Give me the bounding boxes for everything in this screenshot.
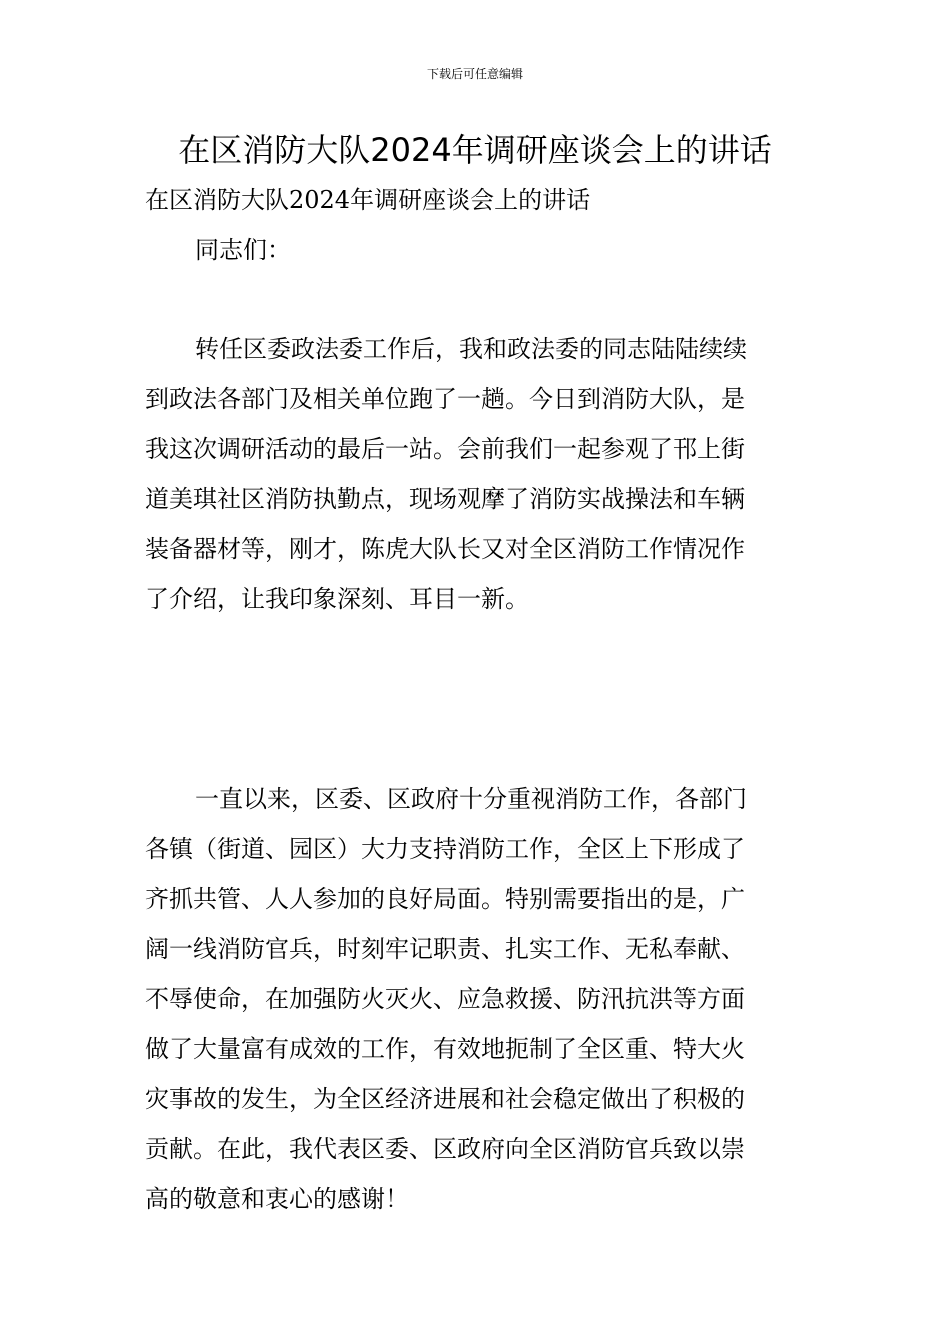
header-note: 下载后可任意编辑	[426, 67, 523, 81]
paragraph-line: 灾事故的发生，为全区经济进展和社会稳定做出了积极的	[145, 1085, 745, 1113]
document-title: 在区消防大队2024年调研座谈会上的讲话	[178, 131, 772, 169]
paragraph-line: 到政法各部门及相关单位跑了一趟。今日到消防大队，是	[145, 385, 745, 413]
paragraph-line: 做了大量富有成效的工作，有效地扼制了全区重、特大火	[145, 1035, 745, 1063]
paragraph-line: 齐抓共管、人人参加的良好局面。特别需要指出的是，广	[145, 885, 745, 913]
paragraph-line: 了介绍，让我印象深刻、耳目一新。	[145, 585, 529, 613]
paragraph-line: 装备器材等，刚才，陈虎大队长又对全区消防工作情况作	[145, 535, 745, 563]
paragraph-line: 道美琪社区消防执勤点，现场观摩了消防实战操法和车辆	[145, 485, 745, 513]
paragraph-line: 高的敬意和衷心的感谢！	[145, 1185, 409, 1213]
document-subtitle: 在区消防大队2024年调研座谈会上的讲话	[145, 186, 591, 214]
paragraph-line: 阔一线消防官兵，时刻牢记职责、扎实工作、无私奉献、	[145, 935, 745, 963]
paragraph-2	[145, 774, 810, 1224]
paragraph-line: 不辱使命，在加强防火灭火、应急救援、防汛抗洪等方面	[145, 985, 745, 1013]
paragraph-line: 我这次调研活动的最后一站。会前我们一起参观了邗上街	[145, 435, 745, 463]
paragraph-line: 各镇（街道、园区）大力支持消防工作，全区上下形成了	[145, 835, 745, 863]
salutation: 同志们：	[195, 236, 291, 264]
paragraph-line: 一直以来，区委、区政府十分重视消防工作，各部门	[195, 785, 747, 813]
paragraph-1	[145, 324, 810, 624]
paragraph-line: 转任区委政法委工作后，我和政法委的同志陆陆续续	[195, 335, 747, 363]
paragraph-line: 贡献。在此，我代表区委、区政府向全区消防官兵致以崇	[145, 1135, 745, 1163]
